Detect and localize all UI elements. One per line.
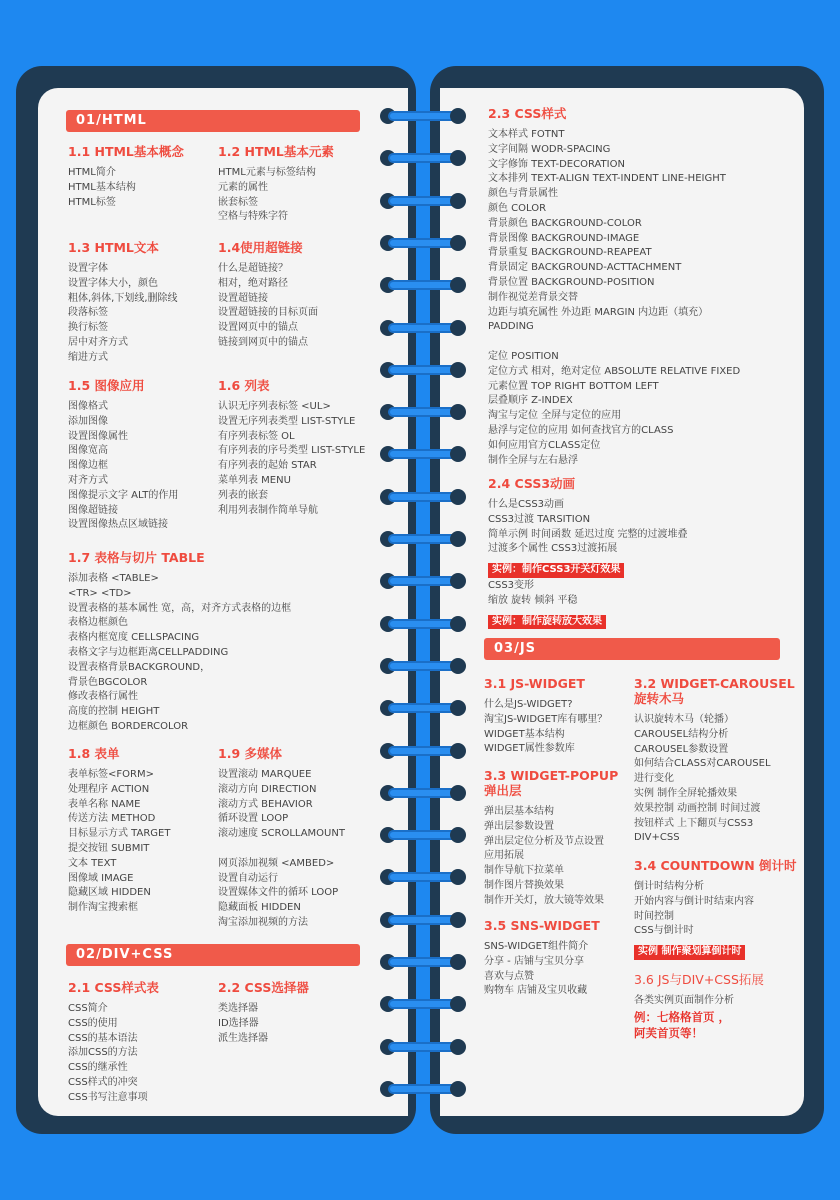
section-1-4 [218,240,318,351]
list-item: 淘宝添加视频的方法 [218,916,308,928]
list-item: 修改表格行属性 [68,691,138,703]
list-item: 倒计时结构分析 [634,881,704,892]
list-item: 换行标签 [68,322,108,334]
section-3-2 [634,676,795,846]
binding-ring [380,787,466,799]
list-item: 缩进方式 [68,351,108,363]
example-highlight: 实例 制作聚划算倒计时 [634,945,745,960]
example-red-text: 例：七格格首页 ， [634,1009,731,1024]
section-subtitle: 弹出层 [484,783,522,798]
list-item: 文字间隔 WODR-SPACING [488,143,611,155]
list-item: CSS简介 [68,1003,108,1014]
list-item: 悬浮与定位的应用 如何查找官方的CLASS [488,424,674,436]
spiral-binding [380,110,466,1100]
binding-ring [380,829,466,841]
list-item: 类选择器 [218,1003,258,1014]
list-item: 设置字体大小，颜色 [68,277,158,289]
list-item: 滚动方向 DIRECTION [218,783,317,795]
list-item: 图像域 IMAGE [68,872,134,884]
binding-ring [380,702,466,714]
list-item: 图像提示文字 ALT的作用 [68,489,179,501]
list-item: 制作全屏与左右悬浮 [488,454,578,466]
list-item: 实例 制作全屏轮播效果 [634,787,738,799]
list-item: HTML标签 [68,196,116,208]
section-title: 1.7 表格与切片 TABLE [68,550,205,565]
list-item: CSS书写注意事项 [68,1091,148,1103]
list-item: HTML元素与标签结构 [218,167,316,178]
section-title: 2.3 CSS样式 [488,106,567,121]
list-item: SNS-WIDGET组件简介 [484,941,589,952]
list-item: 如何应用官方CLASS定位 [488,439,601,451]
list-item: 表格内框宽度 CELLSPACING [68,632,200,644]
list-item: 背景图像 BACKGROUND-IMAGE [488,232,640,244]
list-item: 目标显示方式 TARGET [68,828,171,840]
list-item: 表单标签<FORM> [68,769,154,780]
section-2-2 [218,980,309,1046]
section-title: 1.3 HTML文本 [68,240,159,255]
list-item: 制作开关灯，放大镜等效果 [484,894,604,906]
list-item: 开始内容与倒计时结束内容 [634,895,754,907]
list-item: 设置自动运行 [218,872,278,884]
section-1-8 [68,746,170,916]
section-1-3 [68,240,178,366]
list-item: 图像超链接 [68,504,118,516]
list-item: 添加表格 <TABLE> [68,573,159,584]
list-item: 菜单列表 MENU [218,474,291,486]
list-item: 认识无序列表标签 <UL> [218,401,331,412]
list-item: 缩放 旋转 倾斜 平稳 [488,594,578,606]
left-page [38,88,408,1116]
list-item: 各类实例页面制作分析 [634,995,734,1006]
list-item: 循环设置 LOOP [218,813,289,825]
section-title: 1.1 HTML基本概念 [68,144,184,159]
list-item: CSS的继承性 [68,1062,128,1074]
section-title: 1.5 图像应用 [68,378,145,393]
section-title: 2.4 CSS3动画 [488,476,576,491]
list-item: 表格边框颜色 [68,617,128,629]
list-item: 设置图像属性 [68,430,128,442]
list-item: 文字修饰 TEXT-DECORATION [488,158,625,170]
list-item: 空格与特殊字符 [218,211,288,223]
list-item: 滚动方式 BEHAVIOR [218,798,313,810]
list-item: 文本 TEXT [68,857,117,869]
binding-ring [380,448,466,460]
binding-ring [380,998,466,1010]
list-item: 利用列表制作简单导航 [218,504,318,516]
section-title: 1.4使用超链接 [218,240,303,255]
list-item: 添加CSS的方法 [68,1047,138,1059]
list-item: 传送方法 METHOD [68,813,156,825]
list-item: 什么是超链接？ [218,263,288,274]
list-item: 有序列表的序号类型 LIST-STYLE [218,445,366,457]
list-item: 嵌套标签 [218,196,258,208]
right-page [440,88,804,1116]
list-item: 层叠顺序 Z-INDEX [488,395,573,407]
list-item: 有序列表的起始 STAR [218,460,317,472]
list-item: 滚动速度 SCROLLAMOUNT [218,828,345,840]
list-item: 文本样式 FOTNT [488,129,565,140]
list-item: 添加图像 [68,415,108,427]
list-item: 什么是CSS3动画 [488,499,565,510]
list-item: 定位方式 相对，绝对定位 ABSOLUTE RELATIVE FIXED [488,365,741,377]
list-item: 对齐方式 [68,474,108,486]
list-item: CSS3过渡 TARSITION [488,513,591,525]
list-item: ID选择器 [218,1017,259,1029]
list-item: 设置超链接的目标页面 [218,307,318,319]
list-item: 背景重复 BACKGROUND-REAPEAT [488,247,652,259]
section-1-5 [68,378,178,533]
list-item: 制作导航下拉菜单 [484,865,564,877]
list-item: 有序列表标签 OL [218,430,295,442]
binding-ring [380,575,466,587]
binding-ring [380,871,466,883]
section-1-2 [218,144,334,225]
list-item: 背景位置 BACKGROUND-POSITION [488,276,655,288]
binding-ring [380,110,466,122]
list-item: 链接到网页中的锚点 [218,336,308,348]
section-1-1 [68,144,184,210]
binding-ring [380,618,466,630]
section-1-9 [218,746,345,931]
binding-ring [380,364,466,376]
section-title: 1.2 HTML基本元素 [218,144,334,159]
list-item: 设置图像热点区域链接 [68,519,168,531]
list-item: 隐藏区域 HIDDEN [68,887,151,899]
section-title: 1.9 多媒体 [218,746,282,761]
list-item: 制作淘宝搜索框 [68,902,138,914]
list-item: 设置超链接 [218,292,268,304]
list-item: 应用拓展 [484,850,524,862]
binding-ring [380,533,466,545]
list-item: 元素的属性 [218,181,268,193]
list-item: 图像边框 [68,460,108,472]
example-highlight: 实例：制作CSS3开关灯效果 [488,563,624,578]
list-item: 设置表格的基本属性 宽，高，对齐方式表格的边框 [68,602,292,614]
list-item: 时间控制 [634,910,674,922]
list-item: 弹出层定位分析及节点设置 [484,835,604,847]
list-item: 图像宽高 [68,445,108,457]
list-item: 购物车 店铺及宝贝收藏 [484,985,588,997]
section-2-3 [488,106,740,468]
list-item: 过渡多个属性 CSS3过渡拓展 [488,543,618,555]
list-item: CSS的使用 [68,1017,118,1029]
list-item: 定位 POSITION [488,350,559,362]
list-item: 设置滚动 MARQUEE [218,769,312,780]
list-item: CAROUSEL结构分析 [634,728,729,740]
list-item: 设置无序列表类型 LIST-STYLE [218,415,356,427]
section-header-div-css: 02/DIV+CSS [66,944,360,966]
list-item: 淘宝JS-WIDGET库有哪里？ [484,713,608,725]
section-2-4 [488,476,688,630]
section-header-js: 03/JS [484,638,780,660]
list-item: HTML简介 [68,167,116,178]
list-item: CSS样式的冲突 [68,1076,138,1088]
binding-ring [380,914,466,926]
list-item: 相对，绝对路径 [218,277,288,289]
section-3-5 [484,918,600,999]
list-item: 制作视觉差背景交替 [488,291,578,303]
list-item: 居中对齐方式 [68,336,128,348]
list-item: 元素位置 TOP RIGHT BOTTOM LEFT [488,380,659,392]
list-item: 高度的控制 HEIGHT [68,706,160,718]
list-item: 认识旋转木马（轮播） [634,714,734,725]
example-red-text: 阿芙首页等！ [634,1025,703,1040]
section-title: 3.1 JS-WIDGET [484,676,585,691]
list-item: 提交按钮 SUBMIT [68,842,150,854]
list-item: 列表的嵌套 [218,489,268,501]
list-item: 颜色与背景属性 [488,188,558,200]
list-item: 处理程序 ACTION [68,783,150,795]
list-item: HTML基本结构 [68,181,136,193]
binding-ring [380,322,466,334]
section-title: 3.4 COUNTDOWN 倒计时 [634,858,797,873]
binding-ring [380,195,466,207]
list-item: 什么是JS-WIDGET? [484,699,573,710]
section-title: 3.3 WIDGET-POPUP [484,768,619,783]
list-item: 喜欢与点赞 [484,970,534,982]
list-item: CSS的基本语法 [68,1032,138,1044]
list-item: 图像格式 [68,401,108,412]
section-title: 3.6 JS与DIV+CSS拓展 [634,972,764,987]
list-item: 制作图片替换效果 [484,879,564,891]
list-item: 网页添加视频 <AMBED> [218,857,335,869]
section-title: 3.2 WIDGET-CAROUSEL [634,676,795,691]
binding-ring [380,279,466,291]
section-subtitle: 旋转木马 [634,691,685,706]
list-item: 隐藏面板 HIDDEN [218,902,301,914]
binding-ring [380,491,466,503]
list-item: 设置网页中的锚点 [218,322,298,334]
list-item: 弹出层基本结构 [484,806,554,817]
list-item: 效果控制 动画控制 时间过渡 [634,802,761,814]
list-item: 边框颜色 BORDERCOLOR [68,720,189,732]
list-item: 简单示例 时间函数 延迟过度 完整的过渡堆叠 [488,528,688,540]
section-3-1 [484,676,607,757]
list-item: 文本排列 TEXT-ALIGN TEXT-INDENT LINE-HEIGHT [488,173,726,185]
list-item: 边距与填充属性 外边距 MARGIN 内边距（填充） [488,306,709,318]
list-item: 颜色 COLOR [488,202,547,214]
section-3-3 [484,768,618,909]
list-item: 弹出层参数设置 [484,820,554,832]
list-item: 背景固定 BACKGROUND-ACTTACHMENT [488,262,682,274]
binding-ring [380,1083,466,1095]
list-item: 如何结合CLASS对CAROUSEL [634,758,771,770]
list-item: 表单名称 NAME [68,798,141,810]
list-item: WIDGET属性参数库 [484,743,575,755]
binding-ring [380,660,466,672]
section-title: 2.2 CSS选择器 [218,980,309,995]
binding-ring [380,406,466,418]
section-3-4 [634,858,797,961]
list-item: PADDING [488,321,534,333]
list-item: 设置表格背景BACKGROUND， [68,661,211,673]
list-item: 段落标签 [68,307,108,319]
example-highlight: 实例：制作旋转放大效果 [488,615,606,630]
list-item: CAROUSEL参数设置 [634,743,729,755]
list-item: 设置字体 [68,263,108,274]
section-2-1 [68,980,159,1106]
section-title: 2.1 CSS样式表 [68,980,159,995]
list-item [488,335,740,350]
section-title: 1.8 表单 [68,746,120,761]
binding-ring [380,956,466,968]
list-item [218,842,345,857]
list-item: 进行变化 [634,773,674,785]
list-item: 背景色BGCOLOR [68,676,148,688]
list-item: 按钮样式 上下翻页与CSS3 [634,817,754,829]
section-title: 3.5 SNS-WIDGET [484,918,600,933]
section-3-6 [634,972,764,1041]
list-item: WIDGET基本结构 [484,728,565,740]
section-title: 1.6 列表 [218,378,270,393]
list-item: CSS与倒计时 [634,925,694,937]
list-item: 粗体,斜体,下划线,删除线 [68,292,178,304]
list-item: 淘宝与定位 全屏与定位的应用 [488,410,622,422]
list-item: 派生选择器 [218,1032,268,1044]
list-item: 分享 - 店铺与宝贝分享 [484,955,584,967]
binding-ring [380,1041,466,1053]
section-1-6 [218,378,365,518]
list-item: DIV+CSS [634,832,680,844]
list-item: <TR> <TD> [68,587,132,599]
section-1-7 [68,550,291,735]
list-item: 设置媒体文件的循环 LOOP [218,887,339,899]
list-item: 背景颜色 BACKGROUND-COLOR [488,217,642,229]
section-header-html: 01/HTML [66,110,360,132]
binding-ring [380,237,466,249]
binding-ring [380,152,466,164]
binding-ring [380,745,466,757]
list-item: 表格文字与边框距离CELLPADDING [68,646,229,658]
list-item: CSS3变形 [488,579,535,591]
